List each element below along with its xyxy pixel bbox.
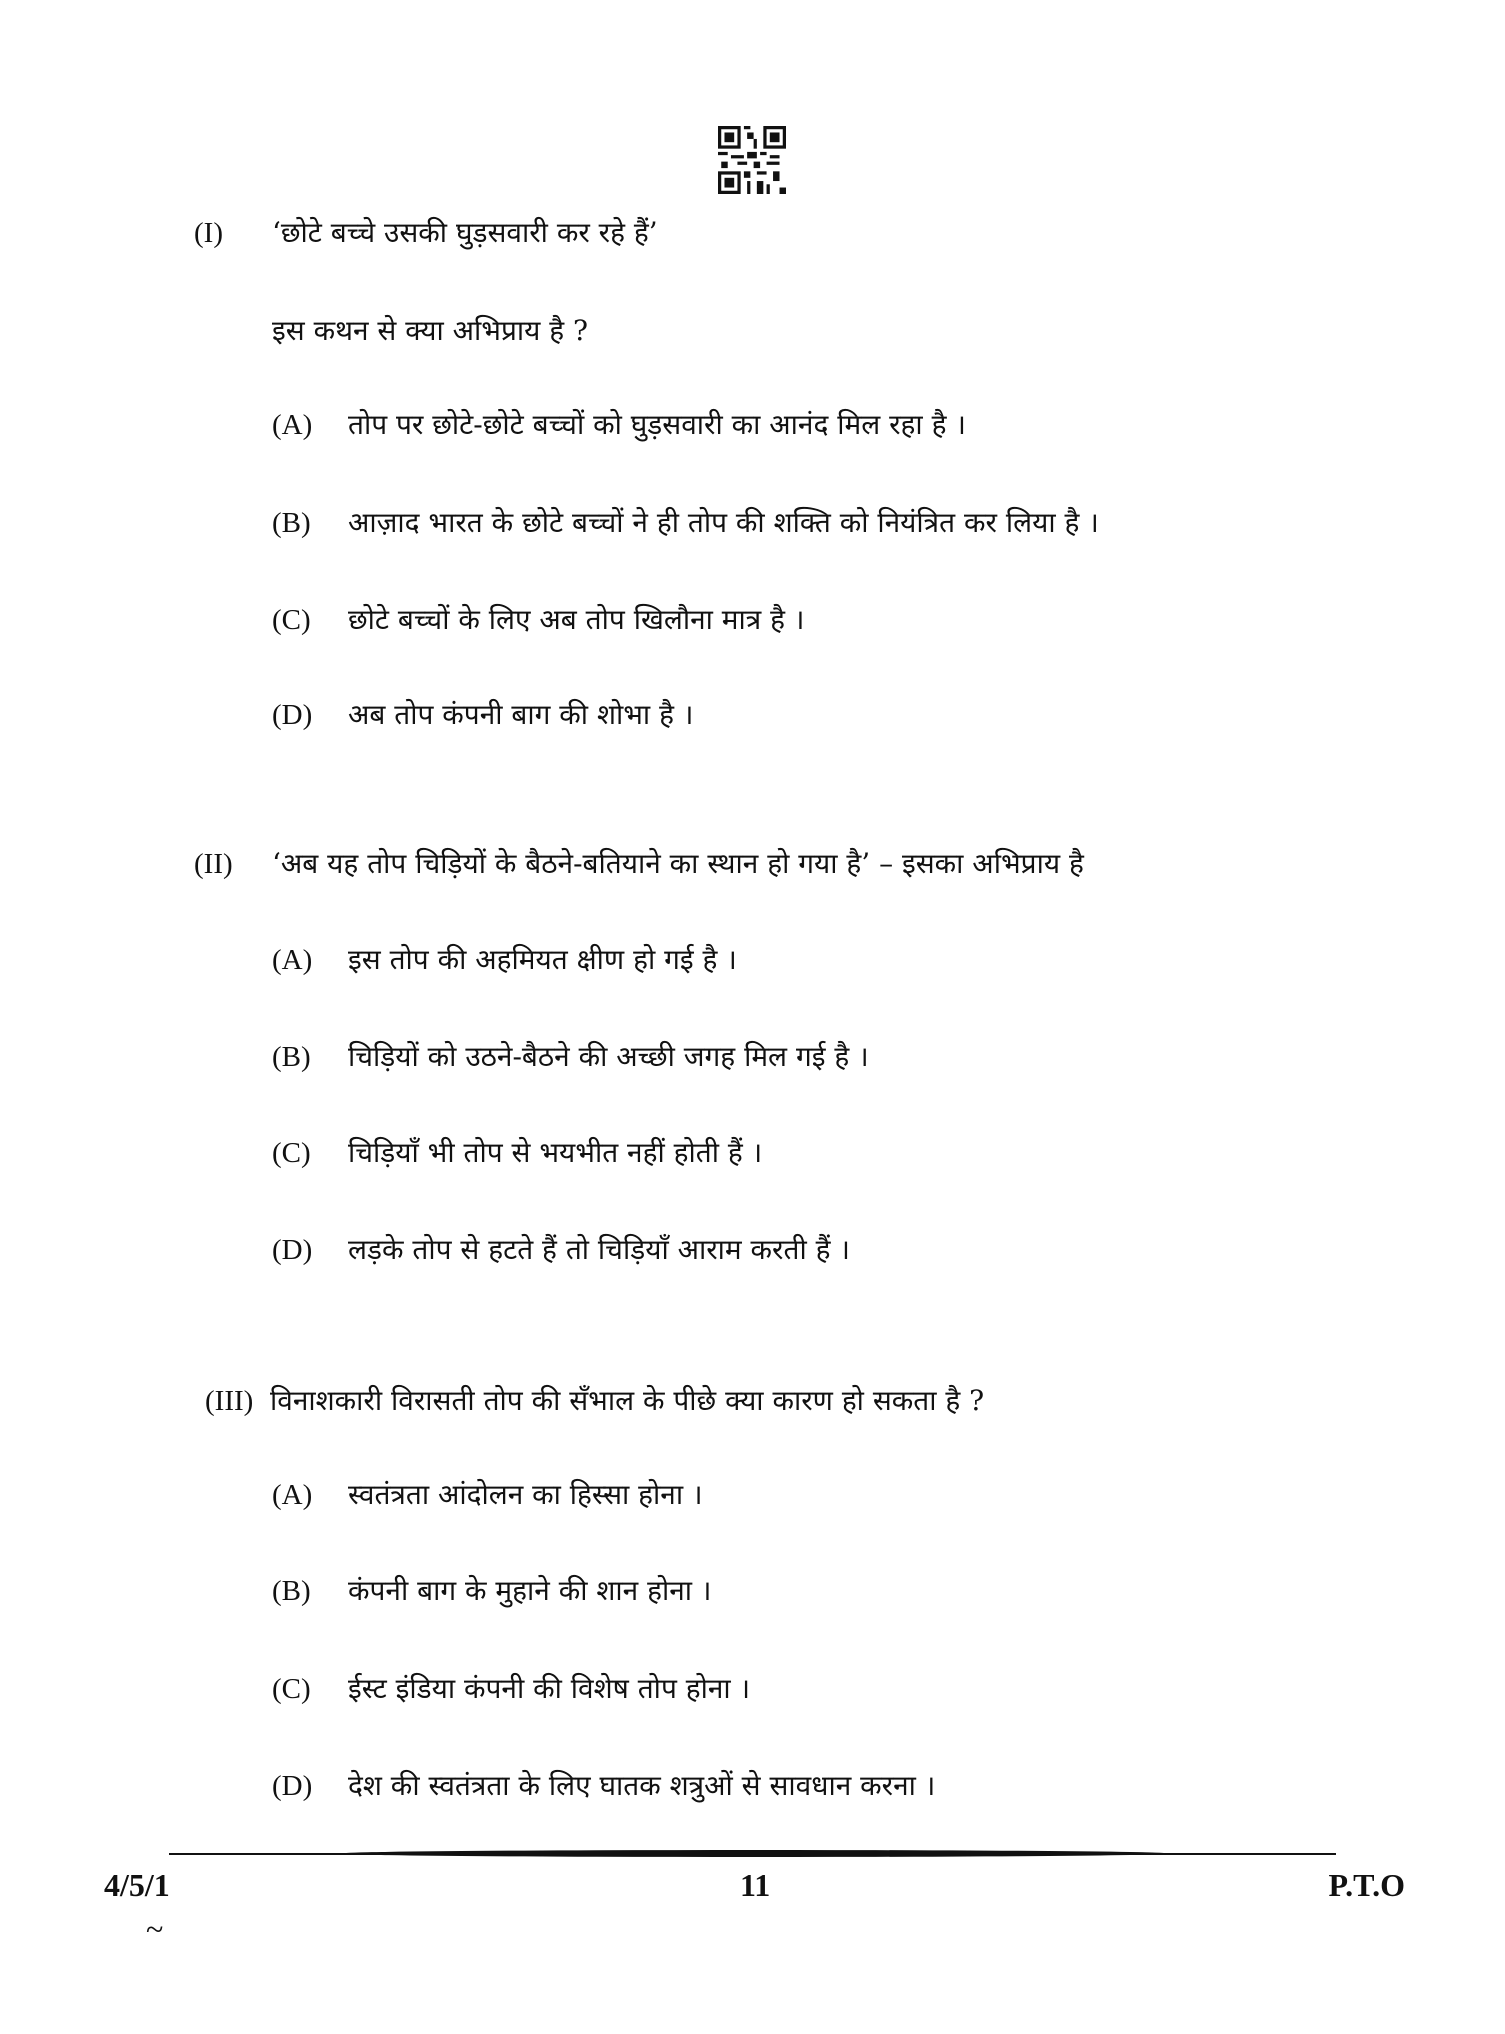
question-text: विनाशकारी विरासती तोप की सँभाल के पीछे क्या कारण हो सकता है ?: [270, 1384, 985, 1417]
option-label: (A): [272, 944, 313, 976]
option-label: (D): [272, 1234, 313, 1266]
option-text: छोटे बच्चों के लिए अब तोप खिलौना मात्र है ।: [348, 603, 805, 636]
option-text: चिड़ियाँ भी तोप से भयभीत नहीं होती हैं ।: [348, 1136, 763, 1169]
option-text: लड़के तोप से हटते हैं तो चिड़ियाँ आराम करती हैं ।: [348, 1233, 851, 1266]
question-text: ‘अब यह तोप चिड़ियों के बैठने-बतियाने का स्थान हो गया है’ – इसका अभिप्राय है: [272, 847, 1084, 880]
question-text: ‘छोटे बच्चे उसकी घुड़सवारी कर रहे हैं’: [272, 216, 658, 249]
option-label: (B): [272, 1041, 311, 1073]
option-label: (A): [272, 409, 313, 441]
option-label: (C): [272, 1673, 311, 1705]
pto-label: P.T.O: [1328, 1867, 1405, 1903]
option-text: देश की स्वतंत्रता के लिए घातक शत्रुओं से सावधान करना ।: [348, 1769, 936, 1802]
page-number: 11: [740, 1867, 771, 1903]
question-subtext: इस कथन से क्या अभिप्राय है ?: [272, 314, 589, 347]
qr-code-icon: [718, 126, 786, 194]
option-text: अब तोप कंपनी बाग की शोभा है ।: [348, 698, 694, 731]
question-number: (II): [194, 848, 233, 880]
option-text: ईस्ट इंडिया कंपनी की विशेष तोप होना ।: [348, 1672, 751, 1705]
option-text: चिड़ियों को उठने-बैठने की अच्छी जगह मिल गई है ।: [348, 1040, 869, 1073]
footer-divider-thick: [340, 1850, 1170, 1857]
paper-code: 4/5/1: [104, 1867, 170, 1903]
option-text: कंपनी बाग के मुहाने की शान होना ।: [348, 1574, 712, 1607]
option-text: स्वतंत्रता आंदोलन का हिस्सा होना ।: [348, 1478, 703, 1511]
option-text: आज़ाद भारत के छोटे बच्चों ने ही तोप की शक्ति को नियंत्रित कर लिया है ।: [348, 506, 1099, 539]
option-label: (A): [272, 1479, 313, 1511]
option-text: तोप पर छोटे-छोटे बच्चों को घुड़सवारी का आनंद मिल रहा है ।: [348, 408, 966, 441]
option-label: (D): [272, 699, 313, 731]
option-label: (B): [272, 507, 311, 539]
question-number: (I): [194, 217, 223, 249]
option-label: (C): [272, 1137, 311, 1169]
option-text: इस तोप की अहमियत क्षीण हो गई है ।: [348, 943, 737, 976]
question-number: (III): [205, 1385, 254, 1417]
footer-mark: ~: [146, 1911, 164, 1947]
option-label: (B): [272, 1575, 311, 1607]
option-label: (C): [272, 604, 311, 636]
option-label: (D): [272, 1770, 313, 1802]
